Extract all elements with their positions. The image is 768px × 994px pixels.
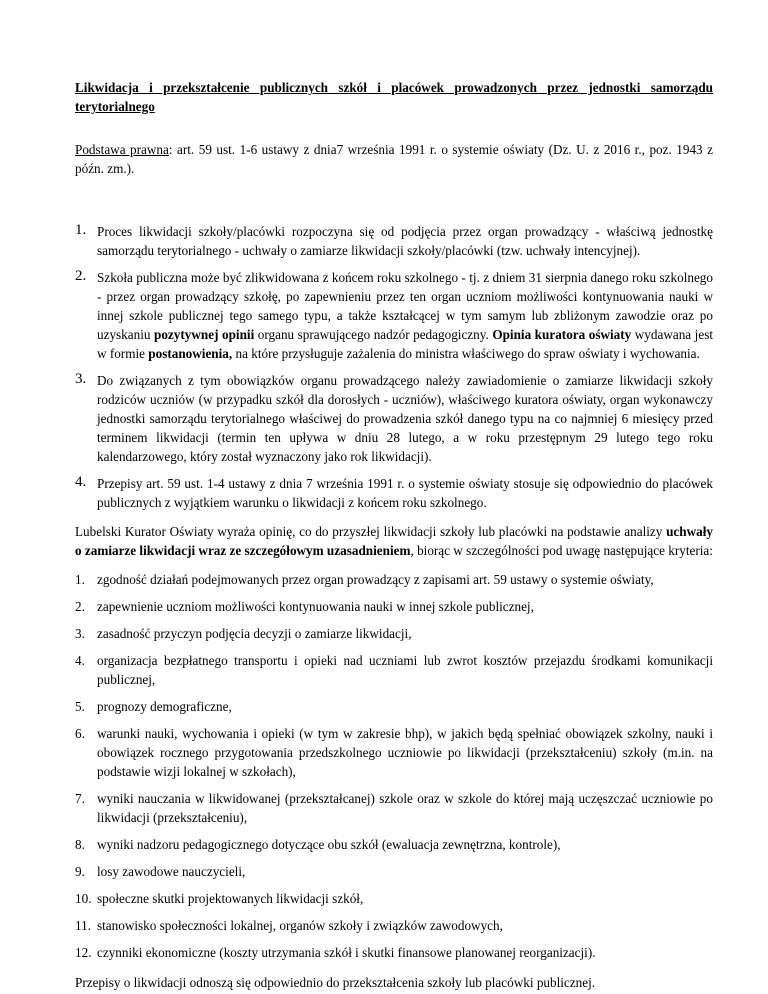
criteria-number: 10. [75,891,92,906]
bold-resolution: uchwały o zamiarze likwidacji wraz ze szczegółowym uzasadnieniem [75,524,713,558]
criteria-item [75,889,713,908]
legal-basis-label: Podstawa prawna [75,142,169,157]
criteria-item [75,570,713,589]
criteria-item [75,651,713,689]
criteria-text: warunki nauki, wychowania i opieki (w tym w zakresie bhp), w jakich będą spełniać obowiązek szkolny, nauki i obowiązek rocznego przygotowania przedszkolnego uczniowie po likwidacji (przekształceniu) szkoły (m.in. na podstawie wizji lokalnej w szkołach), [97,726,713,779]
text-run: na które przysługuje zażalenia do ministra właściwego do spraw oświaty i wychowania. [232,346,700,361]
list-item-number: 1. [75,222,87,238]
criteria-item [75,697,713,716]
criteria-item [75,597,713,616]
criteria-item [75,789,713,827]
list-item-number: 2. [75,268,87,284]
criteria-text: losy zawodowe nauczycieli, [97,864,246,879]
bold-curator-opinion: Opinia kuratora oświaty [492,327,632,342]
criteria-text: zapewnienie uczniom możliwości kontynuowania nauki w innej szkole publicznej, [97,599,534,614]
criteria-text: prognozy demograficzne, [97,699,232,714]
criteria-item [75,916,713,935]
list-item-text: Przepisy art. 59 ust. 1-4 ustawy z dnia 7 września 1991 r. o systemie oświaty stosuje się odpowiednio do placówek publicznych z wyjątkiem warunku o likwidacji z końcem roku szkolnego. [97,476,713,510]
criteria-item [75,943,713,962]
main-list [75,222,713,512]
list-item [75,474,713,512]
criteria-text: zgodność działań podejmowanych przez organ prowadzący z zapisami art. 59 ustawy o systemie oświaty, [97,572,654,587]
list-item-number: 4. [75,474,87,490]
text-run: wydawana jest w formie [97,327,713,361]
criteria-text: stanowisko społeczności lokalnej, organów szkoły i związków zawodowych, [97,918,503,933]
criteria-number: 7. [75,791,85,806]
criteria-item [75,862,713,881]
bold-decision: postanowienia, [148,346,233,361]
closing-paragraph: Przepisy o likwidacji odnoszą się odpowiednio do przekształcenia szkoły lub placówki publicznej. [75,975,596,990]
criteria-number: 2. [75,599,85,614]
legal-basis [75,140,713,178]
list-item-text: Proces likwidacji szkoły/placówki rozpoczyna się od podjęcia przez organ prowadzący - właściwą jednostkę samorządu terytorialnego - uchwały o zamiarze likwidacji szkoły/placówki (tzw. uchwały intencyjnej). [97,224,713,258]
list-item [75,371,713,466]
criteria-number: 3. [75,626,85,641]
criteria-number: 11. [75,918,91,933]
text-run: organu sprawującego nadzór pedagogiczny. [254,327,493,342]
document-page [75,78,713,992]
criteria-number: 9. [75,864,85,879]
criteria-text: społeczne skutki projektowanych likwidacji szkół, [97,891,364,906]
criteria-number: 12. [75,945,92,960]
list-item-text [97,270,713,361]
criteria-number: 5. [75,699,85,714]
criteria-number: 6. [75,726,85,741]
criteria-item [75,835,713,854]
document-title: Likwidacja i przekształcenie publicznych szkół i placówek prowadzonych przez jednostki samorządu terytorialnego [75,80,713,114]
criteria-number: 8. [75,837,85,852]
criteria-text: wyniki nauczania w likwidowanej (przekształcanej) szkole oraz w szkole do której mają uczęszczać uczniowie po likwidacji (przekształceniu), [97,791,713,825]
criteria-list [75,570,713,962]
list-item-text: Do związanych z tym obowiązków organu prowadzącego należy zawiadomienie o zamiarze likwidacji szkoły rodziców uczniów (w przypadku szkół dla dorosłych - uczniów), właściwego kuratora oświaty, organ wykonawczy jednostki samorządu terytorialnego właściwej do prowadzenia szkół danego typu na co najmniej 6 miesięcy przed terminem likwidacji (termin ten upływa w dniu 28 lutego, a w roku przestępnym 29 lutego tego roku kalendarzowego, który został wyznaczony jako rok likwidacji). [97,373,713,464]
criteria-text: czynniki ekonomiczne (koszty utrzymania szkół i skutki finansowe planowanej reorganizacji). [97,945,596,960]
text-run: Lubelski Kurator Oświaty wyraża opinię, co do przyszłej likwidacji szkoły lub placówki na podstawie analizy [75,524,667,539]
criteria-item [75,624,713,643]
bold-positive-opinion: pozytywnej opinii [154,327,255,342]
criteria-text: organizacja bezpłatnego transportu i opieki nad uczniami lub zwrot kosztów przejazdu środkami komunikacji publicznej, [97,653,713,687]
criteria-number: 1. [75,572,85,587]
text-run: , biorąc w szczególności pod uwagę następujące kryteria: [410,543,713,558]
criteria-number: 4. [75,653,85,668]
criteria-text: wyniki nadzoru pedagogicznego dotyczące obu szkół (ewaluacja zewnętrzna, kontrole), [97,837,561,852]
list-item-number: 3. [75,371,87,387]
legal-basis-text: : art. 59 ust. 1-6 ustawy z dnia7 września 1991 r. o systemie oświaty (Dz. U. z 2016 r., poz. 1943 z późn. zm.). [75,142,713,176]
list-item [75,222,713,260]
list-item [75,268,713,363]
criteria-intro [75,522,713,560]
criteria-text: zasadność przyczyn podjęcia decyzji o zamiarze likwidacji, [97,626,412,641]
text-run: Szkoła publiczna może być zlikwidowana z końcem roku szkolnego - tj. z dniem 31 sierpnia danego roku szkolnego - przez organ prowadzący szkołę, po zapewnieniu przez ten organ uczniom możliwości kontynuowania nauki w innej szkole publicznej tego samego typu, a także kształcącej w tym samym lub zbliżonym zawodzie oraz po uzyskaniu [97,270,713,342]
criteria-item [75,724,713,781]
